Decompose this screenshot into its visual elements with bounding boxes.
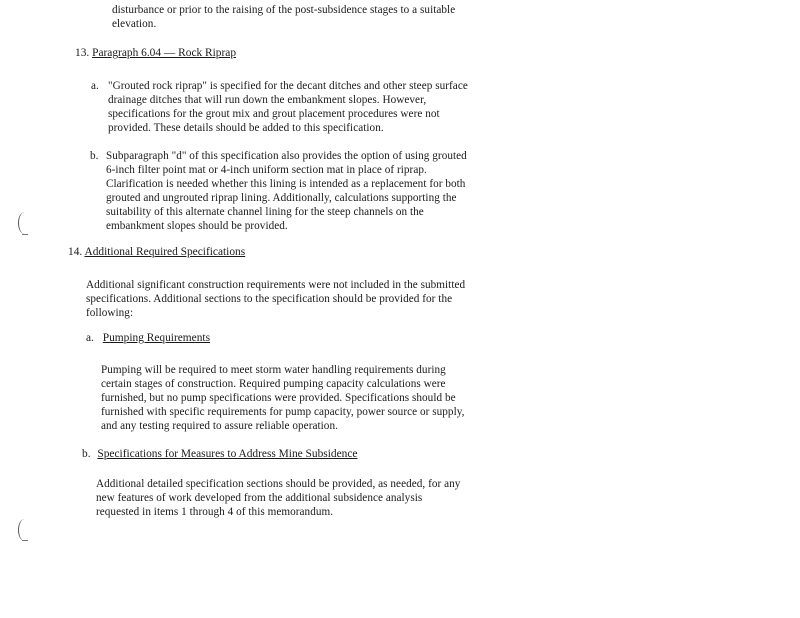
item-13b-label: b. — [90, 150, 99, 162]
item-13b-line-2: Clarification is needed whether this lining is intended as a replacement for both — [106, 178, 466, 190]
item-13a-line-1: drainage ditches that will run down the embankment slopes. However, — [108, 94, 427, 106]
item-14b-label: b. — [82, 448, 91, 460]
item-14b-line-2: requested in items 1 through 4 of this memorandum. — [96, 506, 334, 518]
item-14a-line-4: and any testing required to assure reliable operation. — [101, 420, 338, 432]
punch-hole-dot — [22, 540, 28, 541]
item-14b-title: Specifications for Measures to Address Mine Subsidence — [97, 448, 358, 460]
item-14a-heading — [86, 331, 210, 345]
section-14-intro-line-2: following: — [86, 307, 134, 319]
item-13a-label: a. — [91, 80, 99, 92]
item-13b-line-4: suitability of this alternate channel lining for the steep channels on the — [106, 206, 424, 218]
fragment-line-1: elevation. — [112, 18, 157, 30]
section-14-intro-line-0: Additional significant construction requirements were not included in the submitted — [86, 279, 466, 291]
section-14-number: 14. — [68, 246, 83, 258]
section-13-heading — [75, 46, 236, 60]
item-14a-line-3: furnished with specific requirements for pump capacity, power source or supply, — [101, 406, 465, 418]
item-13a-line-3: provided. These details should be added to this specification. — [108, 122, 384, 134]
punch-hole-mark — [18, 212, 31, 234]
fragment-line-0: disturbance or prior to the raising of the post-subsidence stages to a suitable — [112, 4, 456, 16]
item-14b-heading — [82, 447, 357, 461]
section-14-heading — [68, 245, 245, 259]
section-13-number: 13. — [75, 47, 90, 59]
item-14a-title: Pumping Requirements — [102, 332, 211, 344]
punch-hole-mark — [18, 519, 31, 541]
punch-hole-dot — [22, 234, 28, 235]
item-14a-line-0: Pumping will be required to meet storm water handling requirements during — [101, 364, 446, 376]
section-14-title: Additional Required Specifications — [84, 246, 246, 258]
section-13-title: Paragraph 6.04 — Rock Riprap — [92, 47, 237, 59]
item-14a-label: a. — [86, 332, 94, 344]
section-14-intro-line-1: specifications. Additional sections to the specification should be provided for the — [86, 293, 453, 305]
item-14a-line-1: certain stages of construction. Required pumping capacity calculations were — [101, 378, 446, 390]
item-13b-line-3: grouted and ungrouted riprap lining. Additionally, calculations supporting the — [106, 192, 457, 204]
item-13b-line-5: embankment slopes should be provided. — [106, 220, 288, 232]
item-13a-line-0: "Grouted rock riprap" is specified for the decant ditches and other steep surface — [108, 80, 468, 92]
item-13b-line-0: Subparagraph "d" of this specification also provides the option of using grouted — [106, 150, 467, 162]
item-14b-line-0: Additional detailed specification sections should be provided, as needed, for any — [96, 478, 461, 490]
item-14a-line-2: furnished, but no pump specifications were provided. Specifications should be — [101, 392, 456, 404]
item-14b-line-1: new features of work developed from the additional subsidence analysis — [96, 492, 423, 504]
item-13a-line-2: specifications for the grout mix and grout placement procedures were not — [108, 108, 440, 120]
item-13b-line-1: 6-inch filter point mat or 4-inch uniform section mat in place of riprap. — [106, 164, 427, 176]
